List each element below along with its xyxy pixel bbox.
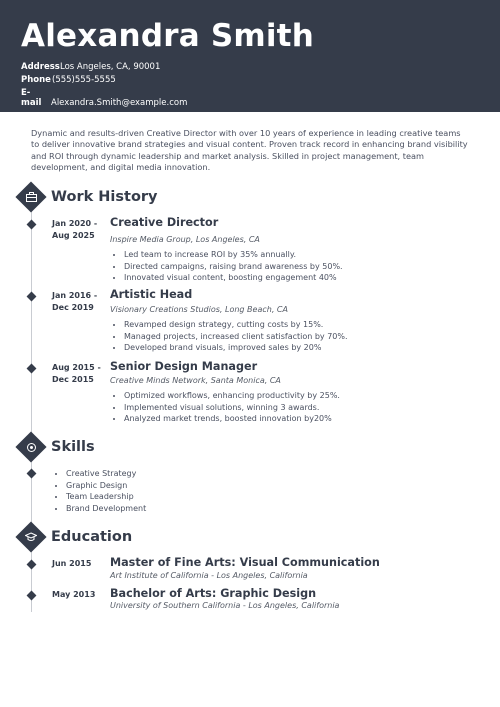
skills-list <box>52 468 146 514</box>
skills-icon <box>20 436 42 458</box>
contact-email <box>21 88 187 108</box>
job-bullet: • Directed campaigns, raising brand awareness by 50%. <box>124 261 343 273</box>
timeline-marker <box>27 292 37 302</box>
skills-heading: Skills <box>51 439 95 455</box>
job-date-start: Jan 2020 - <box>52 219 98 228</box>
degree-title: Master of Fine Arts: Visual Communication <box>110 556 380 569</box>
job-bullet: • Led team to increase ROI by 35% annually. <box>124 249 343 261</box>
job-company: Inspire Media Group, Los Angeles, CA <box>110 235 260 244</box>
skill-item: • Graphic Design <box>66 480 146 492</box>
resume-header <box>0 0 500 112</box>
candidate-name: Alexandra Smith <box>21 18 314 54</box>
timeline-marker <box>27 469 37 479</box>
job-bullet: • Developed brand visuals, improved sales by 20% <box>124 342 348 354</box>
job-date-start: Jan 2016 - <box>52 291 98 300</box>
job-date-end: Aug 2025 <box>52 231 95 240</box>
professional-summary: Dynamic and results-driven Creative Director with over 10 years of experience in leading creative teams to deliver innovative brand strategies and visual content. Proven track record in enhancing brand visibility and ROI through dynamic leadership and market analysis. Skilled in project management, team development, and digital media innovation. <box>31 128 468 172</box>
timeline-marker <box>27 560 37 570</box>
education-heading: Education <box>51 529 133 545</box>
job-bullet: • Optimized workflows, enhancing productivity by 25%. <box>124 390 340 402</box>
job-company: Visionary Creations Studios, Long Beach, CA <box>110 305 288 314</box>
job-date <box>52 218 97 242</box>
phone-label: Phone <box>21 75 51 85</box>
email-label: E-mail <box>21 88 42 108</box>
address-label: Address <box>21 62 60 72</box>
job-bullet: • Analyzed market trends, boosted innovation by20% <box>124 413 340 425</box>
job-date-end: Dec 2015 <box>52 375 94 384</box>
job-bullet: • Implemented visual solutions, winning 3 awards. <box>124 402 340 414</box>
timeline-marker <box>27 364 37 374</box>
job-date <box>52 362 101 386</box>
contact-phone <box>21 75 116 85</box>
timeline-marker <box>27 591 37 601</box>
job-bullet: • Managed projects, increased client satisfaction by 70%. <box>124 331 348 343</box>
job-bullets <box>110 319 348 354</box>
email-value: Alexandra.Smith@example.com <box>51 98 188 108</box>
skill-item: • Brand Development <box>66 503 146 515</box>
job-company: Creative Minds Network, Santa Monica, CA <box>110 376 281 385</box>
job-title: Creative Director <box>110 216 219 229</box>
address-value: Los Angeles, CA, 90001 <box>60 62 161 72</box>
phone-value: (555)555-5555 <box>52 75 116 85</box>
education-date: Jun 2015 <box>52 559 92 568</box>
skill-item: • Team Leadership <box>66 491 146 503</box>
job-bullet: • Revamped design strategy, cutting costs by 15%. <box>124 319 348 331</box>
work-history-heading: Work History <box>51 189 158 205</box>
skill-item: • Creative Strategy <box>66 468 146 480</box>
job-date-end: Dec 2019 <box>52 303 94 312</box>
job-title: Senior Design Manager <box>110 360 258 373</box>
degree-title: Bachelor of Arts: Graphic Design <box>110 587 317 600</box>
job-title: Artistic Head <box>110 288 193 301</box>
contact-address <box>21 62 160 72</box>
graduation-cap-icon <box>20 526 42 548</box>
education-date: May 2013 <box>52 590 96 599</box>
school-name: Art Institute of California - Los Angeles, California <box>110 571 308 580</box>
job-bullet: • Innovated visual content, boosting engagement 40% <box>124 272 343 284</box>
job-bullets <box>110 249 343 284</box>
school-name: University of Southern California - Los Angeles, California <box>110 601 340 610</box>
job-date <box>52 290 97 314</box>
job-bullets <box>110 390 340 425</box>
job-date-start: Aug 2015 - <box>52 363 101 372</box>
timeline-marker <box>27 220 37 230</box>
briefcase-icon <box>20 186 42 208</box>
